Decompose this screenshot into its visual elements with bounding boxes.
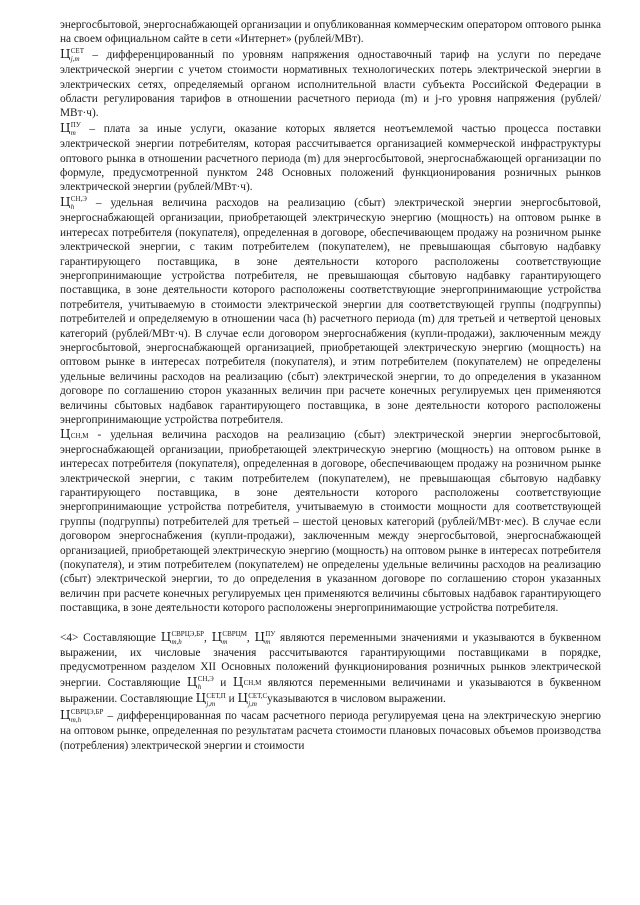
- symbol-subscript: h: [70, 203, 75, 212]
- formula-symbol: Ц: [60, 707, 71, 722]
- footnote-text: <4> Составляющие: [60, 631, 161, 644]
- symbol-superscript: СВРЦЭ,БР: [70, 708, 104, 717]
- footnote-text: ,: [204, 631, 212, 644]
- paragraph-sales-energy: [60, 195, 601, 428]
- symbol-superscript: СН,Э: [197, 675, 214, 684]
- symbol-superscript: СВРЦЭ,БР: [171, 630, 205, 639]
- paragraph-tariff-set: [60, 47, 601, 121]
- symbol-indices: [244, 679, 262, 687]
- footnote-text: ,: [246, 631, 255, 644]
- document-page: [60, 18, 601, 753]
- paragraph-intro: [60, 18, 601, 47]
- symbol-indices: [248, 692, 267, 708]
- footnote-text: являются переменными значениями и указываются в буквенном выражении, их числовые значения рассчитываются гарантирующими поставщиками в порядке, предусмотренном разделом XII Основных положений функционирования розничных рынков электрической энергии. Составляющие: [60, 631, 602, 689]
- paragraph-text: – дифференцированный по уровням напряжения одноставочный тариф на услуги по передаче электрической энергии с учетом стоимости нормативных технологических потерь электрической энергии в электрических сетях, определяемый органом исполнительной власти субъекта Российской Федерации в области регулирования тарифов в отношении расчетного периода (m) и j-го уровня напряжения (рублей/МВт·ч).: [60, 48, 601, 120]
- symbol-indices: [198, 675, 214, 691]
- symbol-subscript: m,h: [70, 716, 82, 725]
- symbol-superscript: СН,М: [243, 679, 262, 688]
- formula-symbol: Ц: [237, 691, 248, 706]
- symbol-superscript: СВРЦМ: [222, 630, 247, 639]
- symbol-superscript: СЕТ,С: [248, 691, 268, 700]
- symbol-indices: [265, 630, 275, 646]
- symbol-subscript: m: [70, 129, 76, 138]
- symbol-indices: [222, 630, 247, 646]
- formula-symbol: Ц: [60, 427, 71, 442]
- formula-symbol: Ц: [60, 194, 71, 209]
- symbol-subscript: m: [222, 638, 228, 647]
- symbol-superscript: СЕТ: [70, 47, 84, 56]
- paragraph-wholesale-price: [60, 708, 601, 753]
- symbol-indices: [171, 630, 204, 646]
- symbol-indices: [71, 432, 89, 440]
- paragraph-text: – удельная величина расходов на реализацию (сбыт) электрической энергии энергосбытовой, энергоснабжающей организации, приобретающей электрическую энергию (мощность) на оптовом рынке в интересах потребителя (покупателя), определенная в договоре, обеспечивающем продажу на розничном рынке электрической энергии, с таким потребителем (покупателем), не превышающая сбытовую надбавку гарантирующего поставщика, в зоне деятельности которого расположены соответствующие энергопринимающие устройства потребителя, не превышающая сбытовую надбавку гарантирующего поставщика, в зоне деятельности которого расположены соответствующие энергопринимающие устройства потребителя, учитываемую в стоимости электрической энергии для соответствующей группы (подгруппы) потребителей и определяемую в отношении часа (h) расчетного периода (m) для третьей и четвертой ценовых категорий (рублей/МВт·ч). В случае если договором энергоснабжения (купли-продажи), заключенным между энергосбытовой, энергоснабжающей организацией, приобретающей электрическую энергию (мощность) на оптовом рынке в интересах потребителя (покупателя), и этим потребителем (покупателем) не определены удельные величины расходов на реализацию (сбыт) электрической энергии, то до определения в указанном договоре по соглашению сторон указанных величин при расчете конечных регулируемых цен применяются величины сбытовых надбавок гарантирующего поставщика, в зоне деятельности которого расположены энергопринимающие устройства потребителя.: [60, 196, 601, 426]
- paragraph-text: энергосбытовой, энергоснабжающей организации и опубликованная коммерческим оператором оптового рынка на своем официальном сайте в сети «Интернет» (рублей/МВт).: [60, 19, 601, 46]
- symbol-superscript: СН,Э: [70, 195, 87, 204]
- formula-symbol: Ц: [160, 629, 171, 644]
- footnote-text: являются переменными величинами и указываются в буквенном выражении. Составляющие: [60, 676, 601, 706]
- symbol-indices: [71, 121, 81, 137]
- paragraph-text: - удельная величина расходов на реализацию (сбыт) электрической энергии энергосбытовой, энергоснабжающей организации, приобретающей электрическую энергию (мощность) на оптовом рынке в интересах потребителя (покупателя), определенная в договоре, обеспечивающем продажу на розничном рынке электрической энергии, с таким потребителем (покупателем), не превышающая сбытовую надбавку гарантирующего поставщика, в зоне деятельности которого расположены соответствующие энергопринимающие устройства потребителя, учитываемую в стоимости мощности для соответствующей группы (подгруппы) потребителей для третьей – шестой ценовых категорий (рублей/МВт·мес). В случае если договором энергоснабжения (купли-продажи), заключенным между энергосбытовой, энергоснабжающей организацией, приобретающей электрическую энергию (мощность) на оптовом рынке в интересах потребителя (покупателя), и этим потребителем (покупателем) не определены удельные величины расходов на реализацию (сбыт) электрической энергии, то до определения в указанном договоре по соглашению сторон указанных величин при расчете конечных регулируемых цен применяются величины сбытовых надбавок гарантирующего поставщика, в зоне деятельности которого расположены энергопринимающие устройства потребителя.: [60, 429, 601, 615]
- symbol-indices: [71, 47, 84, 63]
- footnote-text: и: [213, 676, 233, 689]
- formula-symbol: Ц: [60, 120, 71, 135]
- symbol-indices: [206, 692, 225, 708]
- paragraph-text: – плата за иные услуги, оказание которых является неотъемлемой частью процесса поставки электрической энергии потребителям, которая рассчитывается организацией коммерческой инфраструктуры оптового рынка в отношении расчетного периода (m) для энергосбытовой, энергоснабжающей организации по формуле, предусмотренной пунктом 248 Основных положений функционирования розничных рынков электрической энергии (рублей/МВт·ч).: [60, 122, 601, 194]
- paragraph-text: – дифференцированная по часам расчетного периода регулируемая цена на электрическую энергию на оптовом рынке, определенная по результатам расчета стоимости плановых почасовых объемов производства (потребления) электрической энергии и стоимости: [60, 709, 601, 752]
- symbol-indices: [71, 708, 104, 724]
- symbol-subscript: j,m: [70, 55, 80, 64]
- symbol-subscript: h: [197, 683, 202, 692]
- formula-symbol: Ц: [195, 691, 206, 706]
- symbol-indices: [71, 195, 87, 211]
- footnote-4: [60, 630, 601, 708]
- symbol-subscript: m: [265, 638, 271, 647]
- formula-symbol: Ц: [211, 629, 222, 644]
- formula-symbol: Ц: [60, 46, 71, 61]
- paragraph-sales-capacity: [60, 427, 601, 615]
- symbol-superscript: ПУ: [70, 121, 81, 130]
- symbol-subscript: m,h: [171, 638, 182, 647]
- symbol-subscript: j,m: [248, 699, 257, 708]
- symbol-superscript: СЕТ,П: [206, 691, 226, 700]
- paragraph-pu-fee: [60, 121, 601, 195]
- symbol-superscript: ПУ: [265, 630, 276, 639]
- footnote-text: указываются в числовом выражении.: [267, 693, 446, 706]
- footnote-text: и: [225, 693, 238, 706]
- formula-symbol: Ц: [232, 674, 244, 689]
- symbol-superscript: СН,М: [70, 431, 89, 440]
- symbol-subscript: j,m: [206, 699, 216, 708]
- formula-symbol: Ц: [254, 629, 265, 644]
- formula-symbol: Ц: [186, 674, 198, 689]
